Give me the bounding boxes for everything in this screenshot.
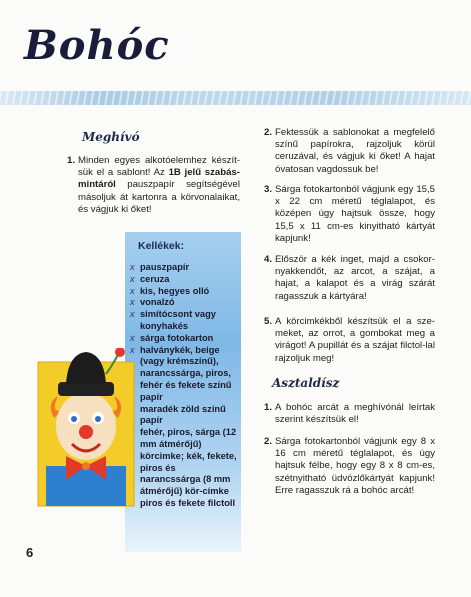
material-item: maradék zöld színű papír: [130, 404, 238, 428]
step-text: pauszpapír segítségével másoljuk át kartonra a körvonalaikat, és vágjuk ki őket!: [78, 179, 240, 215]
material-item: x ceruza: [130, 273, 170, 284]
bullet-x-icon: x: [130, 332, 135, 343]
right-step: [264, 316, 435, 365]
bullet-x-icon: x: [130, 262, 135, 272]
bullet-x-icon: x: [130, 285, 135, 296]
left-step-1: [67, 155, 240, 216]
step-number: 3.: [264, 184, 273, 195]
page-number: 6: [26, 545, 34, 560]
right-step: [264, 254, 435, 303]
material-item: x halványkék, beige (vagy krémszínű), narancssárga, piros, fehér és fekete színű papír: [130, 344, 232, 402]
hat-crown: [66, 352, 106, 384]
material-item: x simítócsont vagy konyhakés: [130, 309, 216, 331]
bullet-x-icon: x: [130, 309, 135, 320]
right-pupil: [95, 416, 101, 422]
decorative-band: [0, 91, 471, 105]
step-text: Sárga fotokartonból vágjunk egy 8 x 16 cm méretű téglalapot, és úgy hajtsuk félbe, hogy egy 8 x 8 cm-es, szétnyitható üdvözlőkártyát kapjunk! Erre ragasszuk rá a bohóc arcát!: [275, 436, 435, 496]
right-step: [264, 127, 435, 176]
clown-card-illustration: [36, 348, 136, 508]
step-text: A körcimkékből készítsük el a sze-meket, az orrot, a gombokat meg a virágot! A pupillát és a szájat filctol-lal rajzoljuk meg!: [275, 316, 435, 364]
material-item: x sárga fotokarton: [130, 332, 214, 343]
page-title: Bohóc: [24, 22, 170, 69]
step-number: 2.: [264, 436, 273, 447]
step-text: Először a kék inget, majd a csokor-nyakkendőt, az arcot, a szájat, a hajat, a kalapot és a virág szárát ragasszuk a kártyára!: [275, 254, 435, 302]
material-item: x kis, hegyes olló: [130, 285, 210, 296]
step-number: 1.: [264, 402, 273, 413]
step-number: 4.: [264, 254, 273, 265]
nose: [79, 425, 93, 439]
bullet-x-icon: x: [130, 297, 135, 308]
right-step: [264, 436, 435, 497]
materials-list: [130, 262, 238, 510]
left-pupil: [71, 416, 77, 422]
step-number: 2.: [264, 127, 273, 138]
step-text: Fektessük a sablonokat a megfelelő színű papírokra, rajzoljuk körül ceruzával, és vágjuk ki őket! A hajat óvatosan vagdossuk be!: [275, 127, 435, 175]
step-number: 5.: [264, 316, 273, 327]
material-item: fehér, piros, sárga (12 mm átmérőjű) körcimke; kék, fekete, piros és narancssárga (8 mm átmérőjű) kör-címke: [130, 427, 238, 498]
step-text: A bohóc arcát a meghívónál leírtak szerint készítsük el!: [275, 402, 435, 426]
step-template-ref: 1B jelű szabás-mintáról: [78, 167, 240, 191]
bullet-x-icon: x: [130, 273, 135, 284]
bow-tie-knot: [82, 462, 90, 470]
step-number: 1.: [67, 155, 76, 166]
materials-heading: Kellékek:: [138, 240, 185, 252]
section-heading-invitation: Meghívó: [82, 130, 140, 144]
blue-shirt: [46, 466, 126, 506]
right-step: [264, 402, 435, 426]
right-step: [264, 184, 435, 245]
section-heading-table-decoration: Asztaldísz: [272, 376, 340, 390]
bullet-x-icon: x: [130, 344, 135, 355]
hat-brim: [58, 382, 114, 396]
material-item: piros és fekete filctoll: [130, 498, 238, 510]
step-text: Sárga fotokartonból vágjunk egy 15,5 x 22 cm méretű téglalapot, és középen úgy hajtsuk össze, hogy 15,5 x 11 cm-es kinyitható kártyát kapjunk!: [275, 184, 435, 244]
material-item: x pauszpapír: [130, 262, 190, 272]
material-item: x vonalzó: [130, 297, 175, 308]
step-text: Minden egyes alkotóelemhez készít-sük el a sablont! Az: [78, 155, 240, 179]
